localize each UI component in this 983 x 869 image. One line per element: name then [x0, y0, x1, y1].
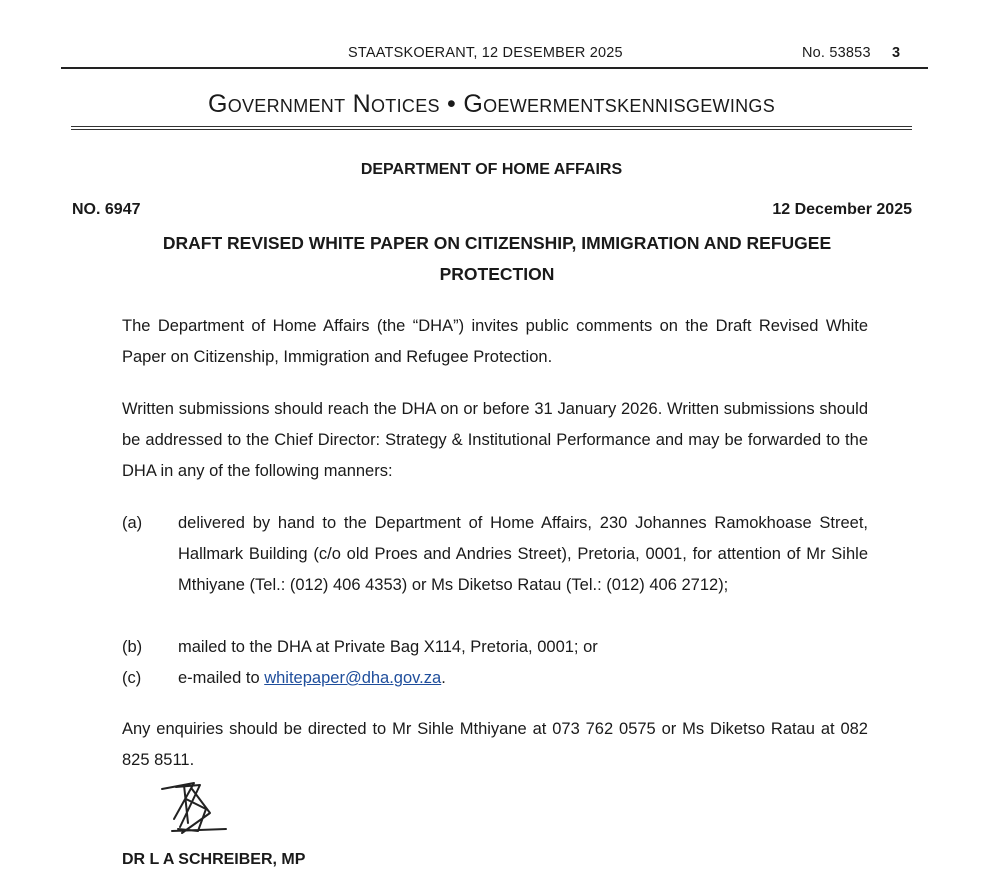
list-item-a: [122, 508, 868, 601]
submissions-paragraph: [122, 394, 868, 487]
list-item-label: (a): [122, 514, 143, 532]
section-title: Government Notices • Goewermentskennisgewings: [207, 90, 776, 118]
notice-date: 12 December 2025: [772, 201, 912, 218]
section-rule-bottom: [71, 129, 912, 130]
signature-image: [158, 779, 230, 842]
signature-icon: [158, 779, 230, 837]
list-item-text: delivered by hand to the Department of Home Affairs, 230 Johannes Ramokhoase Street, Hallmark Building (c/o old Proes and Andries Street), Pretoria, 0001, for attention of Mr Sihle Mthiyane (Tel.: (012) 406 4353) or Ms Diketso Ratau (Tel.: (012) 406 2712);: [178, 514, 868, 594]
signer-name: DR L A SCHREIBER, MP: [122, 851, 306, 868]
list-item-label: (c): [122, 669, 142, 687]
list-item-b: [122, 632, 868, 663]
intro-paragraph-text: The Department of Home Affairs (the “DHA”) invites public comments on the Draft Revised White Paper on Citizenship, Immigration and Refugee Protection.: [122, 317, 868, 366]
list-item-text: mailed to the DHA at Private Bag X114, Pretoria, 0001; or: [178, 638, 598, 656]
enquiries-paragraph-text: Any enquiries should be directed to Mr Sihle Mthiyane at 073 762 0575 or Ms Diketso Ratau at 082 825 8511.: [122, 720, 868, 769]
email-link[interactable]: whitepaper@dha.gov.za: [264, 669, 442, 687]
list-item-c: [122, 663, 868, 694]
header-rule: [61, 67, 928, 69]
notice-title: DRAFT REVISED WHITE PAPER ON CITIZENSHIP, IMMIGRATION AND REFUGEE PROTECTION: [162, 233, 832, 284]
gazette-issue-number: No. 53853: [802, 45, 871, 61]
department-name: DEPARTMENT OF HOME AFFAIRS: [360, 161, 623, 178]
enquiries-paragraph: [122, 714, 868, 776]
email-suffix: .: [441, 669, 446, 687]
email-prefix: e-mailed to: [178, 669, 265, 687]
list-item-text: [178, 663, 868, 694]
notice-number: NO. 6947: [72, 201, 141, 218]
list-item-label: (b): [122, 638, 143, 656]
section-rule-top: [71, 126, 912, 127]
submissions-paragraph-text: Written submissions should reach the DHA on or before 31 January 2026. Written submissions should be addressed to the Chief Director: Strategy & Institutional Performance and may be forwarded to the DHA in any of the following manners:: [122, 400, 868, 480]
page-number: 3: [892, 45, 901, 61]
gazette-header-title: STAATSKOERANT, 12 DESEMBER 2025: [348, 45, 623, 61]
intro-paragraph: [122, 311, 868, 373]
